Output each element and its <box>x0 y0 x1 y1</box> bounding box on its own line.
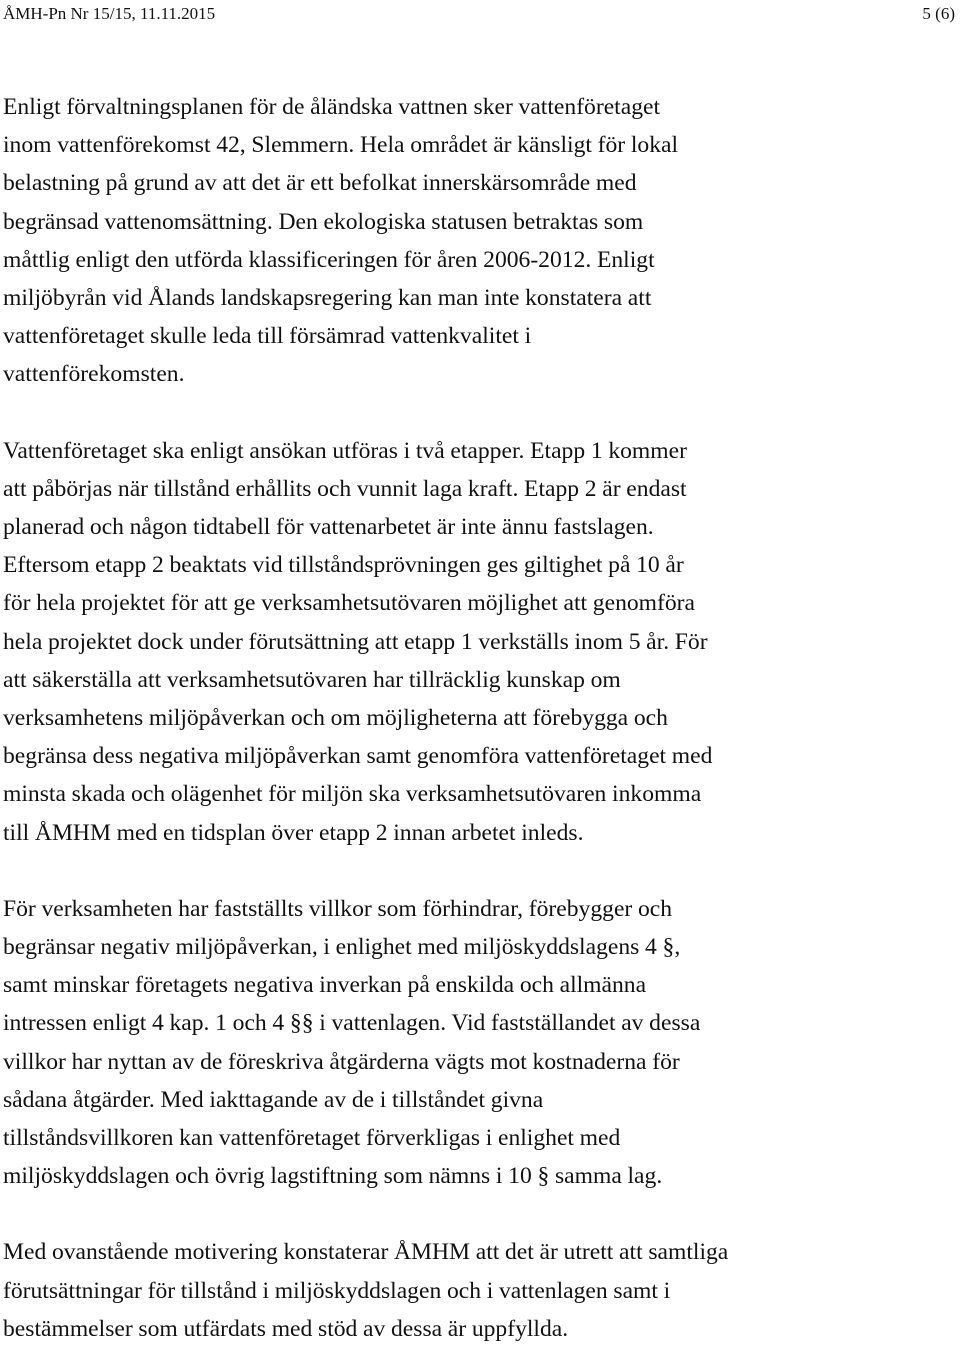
text-line: verksamhetens miljöpåverkan och om möjligheterna att förebygga och <box>3 705 668 732</box>
text-line: måttlig enligt den utförda klassificeringen för åren 2006-2012. Enligt <box>3 246 655 273</box>
page-number: 5 (6) <box>922 4 955 23</box>
text-line: för hela projektet för att ge verksamhetsutövaren möjlighet att genomföra <box>3 590 696 617</box>
text-line: inom vattenförekomst 42, Slemmern. Hela området är känsligt för lokal <box>3 132 679 159</box>
document-body <box>3 88 953 1348</box>
text-line: att påbörjas när tillstånd erhållits och vunnit laga kraft. Etapp 2 är endast <box>3 475 687 502</box>
text-line: intressen enligt 4 kap. 1 och 4 §§ i vattenlagen. Vid fastställandet av dessa <box>3 1010 701 1037</box>
page-header <box>3 2 955 26</box>
text-line: belastning på grund av att det är ett befolkat innerskärsområde med <box>3 170 637 197</box>
paragraph-water-management <box>3 88 953 394</box>
document-reference: ÅMH-Pn Nr 15/15, 11.11.2015 <box>3 4 216 23</box>
text-line: sådana åtgärder. Med iakttagande av de i tillståndet givna <box>3 1086 544 1113</box>
text-line: Enligt förvaltningsplanen för de åländska vattnen sker vattenföretaget <box>3 94 661 120</box>
paragraph-spacer <box>3 1195 953 1233</box>
text-line: minsta skada och olägenhet för miljön ska verksamhetsutövaren inkomma <box>3 781 702 808</box>
paragraph-stages <box>3 432 953 852</box>
text-line: bestämmelser som utfärdats med stöd av dessa är uppfyllda. <box>3 1315 569 1342</box>
text-line: hela projektet dock under förutsättning att etapp 1 verkställs inom 5 år. För <box>3 628 708 655</box>
text-line: tillståndsvillkoren kan vattenföretaget förverkligas i enlighet med <box>3 1125 621 1152</box>
text-line: Med ovanstående motivering konstaterar ÅMHM att det är utrett att samtliga <box>3 1239 729 1266</box>
text-line: begränsa dess negativa miljöpåverkan samt genomföra vattenföretaget med <box>3 743 713 770</box>
text-line: att säkerställa att verksamhetsutövaren har tillräcklig kunskap om <box>3 666 621 693</box>
text-line: till ÅMHM med en tidsplan över etapp 2 innan arbetet inleds. <box>3 819 584 846</box>
text-line: miljöbyrån vid Ålands landskapsregering kan man inte konstatera att <box>3 285 652 312</box>
text-line: begränsar negativ miljöpåverkan, i enlighet med miljöskyddslagens 4 §, <box>3 934 681 961</box>
text-line: samt minskar företagets negativa inverkan på enskilda och allmänna <box>3 972 647 999</box>
text-line: miljöskyddslagen och övrig lagstiftning som nämns i 10 § samma lag. <box>3 1163 663 1190</box>
paragraph-conditions <box>3 890 953 1196</box>
text-line: förutsättningar för tillstånd i miljöskyddslagen och i vattenlagen samt i <box>3 1277 671 1304</box>
text-line: planerad och någon tidtabell för vattenarbetet är inte ännu fastslagen. <box>3 514 654 541</box>
paragraph-spacer <box>3 394 953 432</box>
paragraph-spacer <box>3 852 953 890</box>
text-line: För verksamheten har fastställts villkor som förhindrar, förebygger och <box>3 895 673 922</box>
text-line: Vattenföretaget ska enligt ansökan utföras i två etapper. Etapp 1 kommer <box>3 437 687 464</box>
paragraph-conclusion <box>3 1233 953 1348</box>
text-line: Eftersom etapp 2 beaktats vid tillståndsprövningen ges giltighet på 10 år <box>3 552 684 579</box>
text-line: vattenförekomsten. <box>3 361 185 388</box>
text-line: villkor har nyttan av de föreskriva åtgärderna vägts mot kostnaderna för <box>3 1048 680 1075</box>
text-line: begränsad vattenomsättning. Den ekologiska statusen betraktas som <box>3 208 644 235</box>
text-line: vattenföretaget skulle leda till försämrad vattenkvalitet i <box>3 323 532 350</box>
